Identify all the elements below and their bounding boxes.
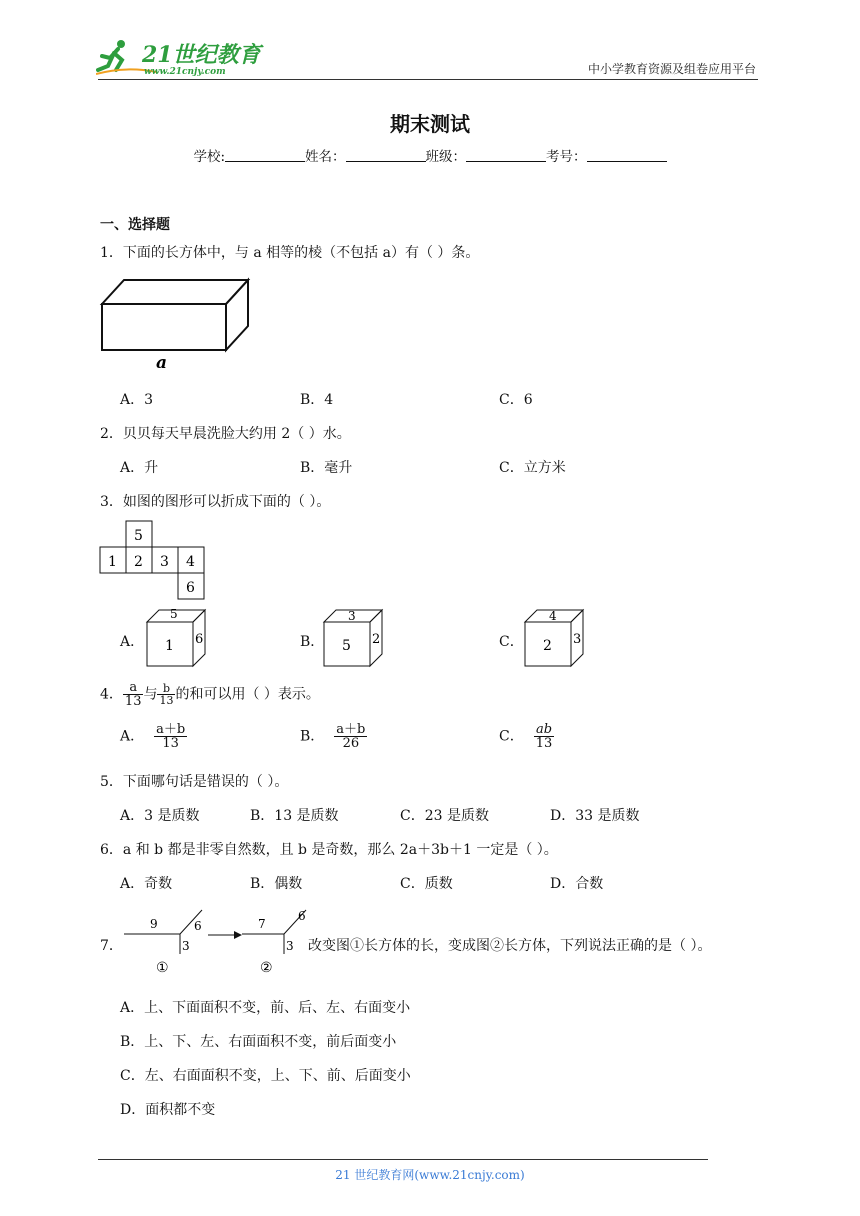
q4-mid: 与 xyxy=(143,686,158,703)
q5-option-a[interactable]: A．3 是质数 xyxy=(120,808,200,824)
fig2-height: 3 xyxy=(286,939,294,953)
name-blank[interactable] xyxy=(346,149,426,162)
name-label: 姓名： xyxy=(305,149,346,165)
cuboid-change-figure xyxy=(122,904,312,980)
net-bottom: 6 xyxy=(186,580,195,596)
q4-number: 4． xyxy=(100,686,123,703)
q4-tail: 的和可以用（ ）表示。 xyxy=(175,686,320,703)
fig1-label: ① xyxy=(156,960,169,976)
q6-option-d[interactable]: D．合数 xyxy=(550,876,604,892)
cube-a-top: 5 xyxy=(170,608,178,621)
cube-c-front: 2 xyxy=(543,638,552,654)
question-7-stem: 改变图①长方体的长，变成图②长方体，下列说法正确的是（ ）。 xyxy=(308,938,712,954)
q3-option-c-label[interactable]: C． xyxy=(499,634,524,650)
q7-option-b[interactable]: B．上、下、左、右面面积不变，前后面变小 xyxy=(120,1034,397,1050)
class-blank[interactable] xyxy=(466,149,546,162)
footer-link[interactable]: 21 世纪教育网(www.21cnjy.com) xyxy=(335,1168,525,1182)
q4-fraction-b: $\frac{b}{13}$ xyxy=(159,682,174,707)
cube-c-top: 4 xyxy=(549,609,557,623)
header-platform-text: 中小学教育资源及组卷应用平台 xyxy=(587,62,756,76)
fig2-label: ② xyxy=(260,960,273,976)
cube-b-side: 2 xyxy=(372,632,381,647)
q4-option-c[interactable]: C． $\frac{ab}{13}$ xyxy=(499,722,553,751)
q4-option-b[interactable]: B． $\frac{a+b}{26}$ xyxy=(300,722,366,751)
cube-a-side: 6 xyxy=(195,632,204,647)
footer-divider xyxy=(98,1159,708,1160)
exam-no-label: 考号： xyxy=(546,149,587,165)
q7-option-c[interactable]: C．左、右面面积不变，上、下、前、后面变小 xyxy=(120,1068,411,1084)
student-info-line xyxy=(0,145,860,165)
class-label: 班级： xyxy=(425,149,467,165)
site-logo xyxy=(96,36,266,80)
fig2-length: 7 xyxy=(258,917,266,931)
q2-option-b[interactable]: B．毫升 xyxy=(300,460,353,476)
q6-option-b[interactable]: B．偶数 xyxy=(250,876,303,892)
fig1-length: 9 xyxy=(150,917,158,931)
q3-option-a-cube[interactable] xyxy=(145,608,211,674)
net-cell-2: 2 xyxy=(134,554,143,570)
q4-option-a[interactable]: A． $\frac{a+b}{13}$ xyxy=(120,722,186,751)
cube-b-top: 3 xyxy=(348,609,356,623)
q3-option-a-label[interactable]: A． xyxy=(120,634,145,650)
school-blank[interactable] xyxy=(225,149,305,162)
q2-option-c[interactable]: C．立方米 xyxy=(499,460,566,476)
section-heading: 一、选择题 xyxy=(100,217,170,233)
q3-option-c-cube[interactable] xyxy=(523,608,589,674)
question-4-stem xyxy=(100,681,320,708)
logo-text: 21世纪教育 xyxy=(142,42,261,68)
cube-net-figure xyxy=(98,519,208,605)
q1-option-a[interactable]: A．3 xyxy=(120,392,154,408)
question-3-stem: 3．如图的图形可以折成下面的（ ）。 xyxy=(100,494,331,510)
q5-option-d[interactable]: D．33 是质数 xyxy=(550,808,640,824)
q4-fraction-a: $\frac{a}{13}$ xyxy=(124,680,142,709)
question-1-stem: 1．下面的长方体中，与 a 相等的棱（不包括 a）有（ ）条。 xyxy=(100,245,480,261)
q5-option-b[interactable]: B．13 是质数 xyxy=(250,808,339,824)
q1-option-c[interactable]: C．6 xyxy=(499,392,533,408)
net-cell-3: 3 xyxy=(160,554,169,570)
net-top: 5 xyxy=(134,528,143,544)
cuboid-figure xyxy=(98,276,258,376)
net-cell-4: 4 xyxy=(186,554,195,570)
cube-b-front: 5 xyxy=(342,638,351,654)
school-label: 学校: xyxy=(193,149,226,165)
question-5-stem: 5．下面哪句话是错误的（ ）。 xyxy=(100,774,289,790)
fig2-width: 6 xyxy=(298,909,306,923)
q6-option-c[interactable]: C．质数 xyxy=(400,876,453,892)
q5-option-c[interactable]: C．23 是质数 xyxy=(400,808,489,824)
q2-option-a[interactable]: A．升 xyxy=(120,460,159,476)
logo-url: www.21cnjy.com xyxy=(144,67,226,77)
cube-c-side: 3 xyxy=(573,632,582,647)
edge-a-label: a xyxy=(156,353,168,372)
question-7-number: 7． xyxy=(100,938,123,954)
cube-a-front: 1 xyxy=(165,638,174,654)
page-title: 期末测试 xyxy=(390,112,470,136)
q1-option-b[interactable]: B．4 xyxy=(300,392,334,408)
question-2-stem: 2．贝贝每天早晨洗脸大约用 2（ ）水。 xyxy=(100,426,351,442)
net-cell-1: 1 xyxy=(108,554,117,570)
q3-option-b-label[interactable]: B． xyxy=(300,634,325,650)
q6-option-a[interactable]: A．奇数 xyxy=(120,876,173,892)
q7-option-a[interactable]: A．上、下面面积不变，前、后、左、右面变小 xyxy=(120,1000,411,1016)
exam-no-blank[interactable] xyxy=(587,149,667,162)
fig1-height: 3 xyxy=(182,939,190,953)
q3-option-b-cube[interactable] xyxy=(322,608,388,674)
q7-option-d[interactable]: D．面积都不变 xyxy=(120,1102,216,1118)
header-divider xyxy=(98,79,758,80)
question-6-stem: 6．a 和 b 都是非零自然数，且 b 是奇数，那么 2a＋3b＋1 一定是（ ）。 xyxy=(100,842,558,858)
fig1-width: 6 xyxy=(194,919,202,933)
